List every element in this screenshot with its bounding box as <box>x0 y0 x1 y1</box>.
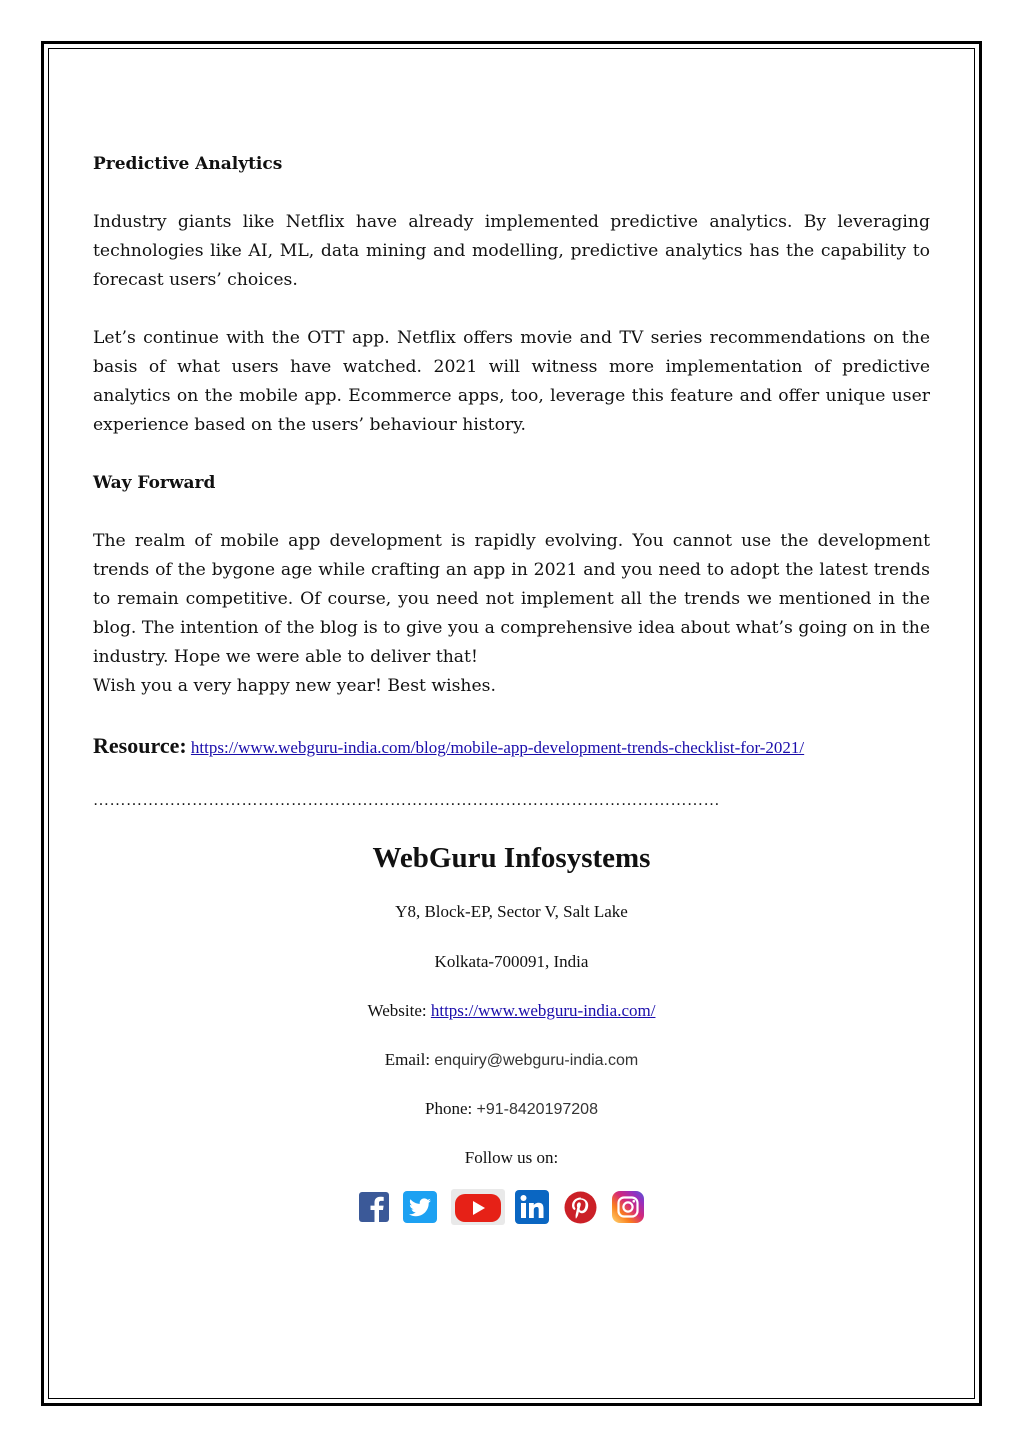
email-label: Email: <box>384 1050 431 1069</box>
heading-predictive-analytics: Predictive Analytics <box>93 154 283 174</box>
twitter-icon[interactable] <box>403 1191 437 1223</box>
dotted-divider: …………………………………………………………………………………………………… <box>93 792 720 809</box>
resource-line <box>93 732 930 762</box>
follow-us-label: Follow us on: <box>464 1148 559 1167</box>
phone-line <box>0 1099 1023 1119</box>
resource-label: Resource: <box>93 733 187 758</box>
website-label: Website: <box>367 1001 427 1020</box>
website-link[interactable]: https://www.webguru-india.com/ <box>430 1001 656 1020</box>
pinterest-icon[interactable] <box>564 1191 597 1224</box>
paragraph-way-forward-1: The realm of mobile app development is rapidly evolving. You cannot use the development trends of the bygone age while crafting an app in 2021 and you need to adopt the latest trends to remain competitive. Of course, you need not implement all the trends we mentioned in the blog. The intention of the blog is to give you a comprehensive idea about what’s going on in the industry. Hope we were able to deliver that! <box>93 531 930 667</box>
resource-link[interactable]: https://www.webguru-india.com/blog/mobile-app-development-trends-checklist-for-2021/ <box>190 738 805 757</box>
website-line <box>0 1001 1023 1021</box>
linkedin-icon[interactable] <box>515 1190 549 1224</box>
address-line-1: Y8, Block-EP, Sector V, Salt Lake <box>395 902 628 921</box>
youtube-icon[interactable] <box>451 1189 505 1225</box>
heading-way-forward: Way Forward <box>93 473 216 493</box>
social-icons-row <box>357 1189 657 1225</box>
paragraph-predictive-1: Industry giants like Netflix have already implemented predictive analytics. By leveraging technologies like AI, ML, data mining and modelling, predictive analytics has the capability to forecast users’ choices. <box>93 212 930 290</box>
facebook-icon[interactable] <box>359 1191 389 1223</box>
instagram-icon[interactable] <box>612 1191 644 1223</box>
phone-label: Phone: <box>425 1099 473 1118</box>
company-name: WebGuru Infosystems <box>372 842 651 874</box>
paragraph-predictive-2: Let’s continue with the OTT app. Netflix offers movie and TV series recommendations on the basis of what users have watched. 2021 will witness more implementation of predictive analytics on the mobile app. Ecommerce apps, too, leverage this feature and offer unique user experience based on the users’ behaviour history. <box>93 328 930 435</box>
phone-value: +91-8420197208 <box>476 1101 598 1118</box>
email-value: enquiry@webguru-india.com <box>434 1052 639 1069</box>
email-line <box>0 1050 1023 1070</box>
address-line-2: Kolkata-700091, India <box>434 952 589 971</box>
paragraph-way-forward-2: Wish you a very happy new year! Best wishes. <box>93 676 496 696</box>
